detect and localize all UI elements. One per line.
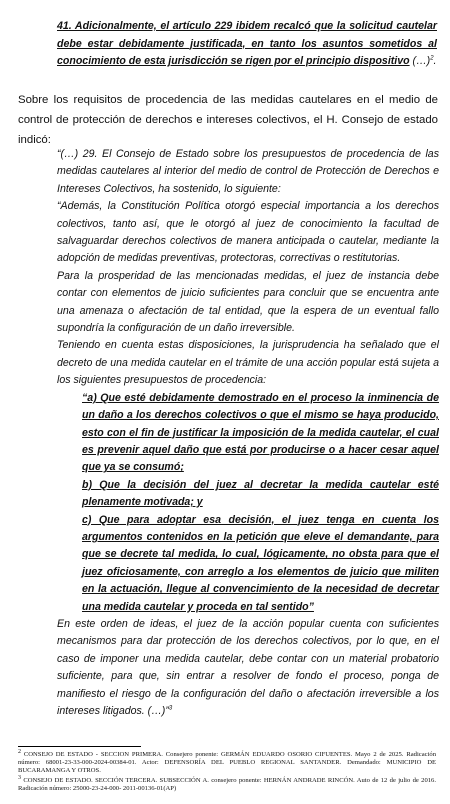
quote-paragraph-3: Para la prosperidad de las mencionadas medidas, el juez de instancia debe contar con elementos de juicio suficientes para concluir que se encuentra ante una amenaza o afectación de tal entidad, que la espera de un eventual fallo supondría la configuración de un daño irreversible. — [57, 269, 439, 335]
footnotes — [18, 748, 436, 794]
quote-paragraph-2: “Además, la Constitución Política otorgó especial importancia a los derechos colectivos, tanto así, que le otorgó al juez de conocimiento la facultad de salvaguardar derechos colectivos de manera anticipada o cautelar, mediante la adopción de medidas preventivas, protectoras, correctivas o restitutorias. — [57, 200, 439, 265]
footnote-3-number: 3 — [18, 774, 21, 781]
quote-paragraph-4: Teniendo en cuenta estas disposiciones, la jurisprudencia ha señalado que el decreto de una medida cautelar en el trámite de una acción popular está sujeta a los siguientes presupuestos de procedencia: — [57, 339, 439, 387]
quote-paragraph-5-text: En este orden de ideas, el juez de la acción popular cuenta con suficientes mecanismos para dar protección de los derechos colectivos, por lo que, en el caso de imponer una medida cautelar, debe contar con un material probatorio suficiente, para que, sin entrar a resolver de fondo el proceso, ponga de manifiesto el riesgo de la configuración del daño o afectación irreversible a los intereses litigados. (…)” — [57, 617, 439, 717]
footnote-3-text: CONSEJO DE ESTADO. SECCIÓN TERCERA. SUBSECCIÓN A. consejero ponente: HERNÁN ANDRADE RINCÓN. Auto de 12 de julio de 2016. Radicación número: 25000-23-24-000- 2011-00136-01(AP) — [18, 776, 436, 792]
footnote-2 — [18, 748, 436, 776]
requirement-item-c — [57, 512, 439, 616]
top-quote-text: 41. Adicionalmente, el artículo 229 ibidem recalcó que la solicitud cautelar debe estar debidamente justificada, en tanto los asuntos sometidos al conocimiento de esta jurisdicción se rigen por el principio dispositivo — [57, 20, 437, 67]
footnote-2-number: 2 — [18, 748, 21, 755]
footnote-ref-3: 3 — [168, 705, 173, 712]
top-quote-ellipsis: (…) — [409, 55, 431, 67]
requirement-item-b-text: b) Que la decisión del juez al decretar la medida cautelar esté plenamente motivada; y — [82, 478, 439, 509]
footnote-2-text: CONSEJO DE ESTADO - SECCION PRIMERA. Consejero ponente: GERMÁN EDUARDO OSORIO CIFUENTES. Mayo 2 de 2025. Radicación número: 68001-23-33-000-2024-00384-01. Actor: DEFENSORÍA DEL PUEBLO REGIONAL SANTANDER. Demandado: MUNICIPIO DE BUCARAMANGA Y OTROS. — [18, 751, 436, 775]
requirement-item-b — [57, 477, 439, 512]
footnote-3 — [18, 774, 436, 793]
top-quote-end: . — [433, 55, 437, 67]
quote-paragraph-5 — [57, 616, 439, 720]
footnote-ref-2: 2 — [430, 55, 434, 62]
body-paragraph: Sobre los requisitos de procedencia de las medidas cautelares en el medio de control de protección de derechos e intereses colectivos, el H. Consejo de estado indicó: — [18, 94, 438, 146]
footnote-separator — [18, 746, 141, 747]
requirement-item-a — [57, 390, 439, 477]
requirement-item-a-text: “a) Que esté debidamente demostrado en el proceso la inminencia de un daño a los derechos colectivos o que el mismo se haya producido, esto con el fin de justificar la imposición de la medida cautelar, el cual es prevenir aquel daño que está por producirse o a hacer cesar aquel que ya se consumó; — [82, 391, 439, 474]
quote-paragraph-1: “(…) 29. El Consejo de Estado sobre los presupuestos de procedencia de las medidas cautelares al interior del medio de control de Protección de Derechos e Intereses Colectivos, ha sostenido, lo siguiente: — [57, 148, 439, 195]
jurisprudence-quote — [57, 146, 439, 720]
top-quote — [57, 18, 437, 71]
requirement-item-c-text: c) Que para adoptar esa decisión, el juez tenga en cuenta los argumentos contenidos en la petición que eleve el demandante, para que se decrete tal medida, lo cual, lógicamente, no obsta para que el juez oficiosamente, con arreglo a los elementos de juicio que militen en la actuación, llegue al convencimiento de la necesidad de decretar una medida cautelar y proceda en tal sentido” — [82, 513, 439, 613]
